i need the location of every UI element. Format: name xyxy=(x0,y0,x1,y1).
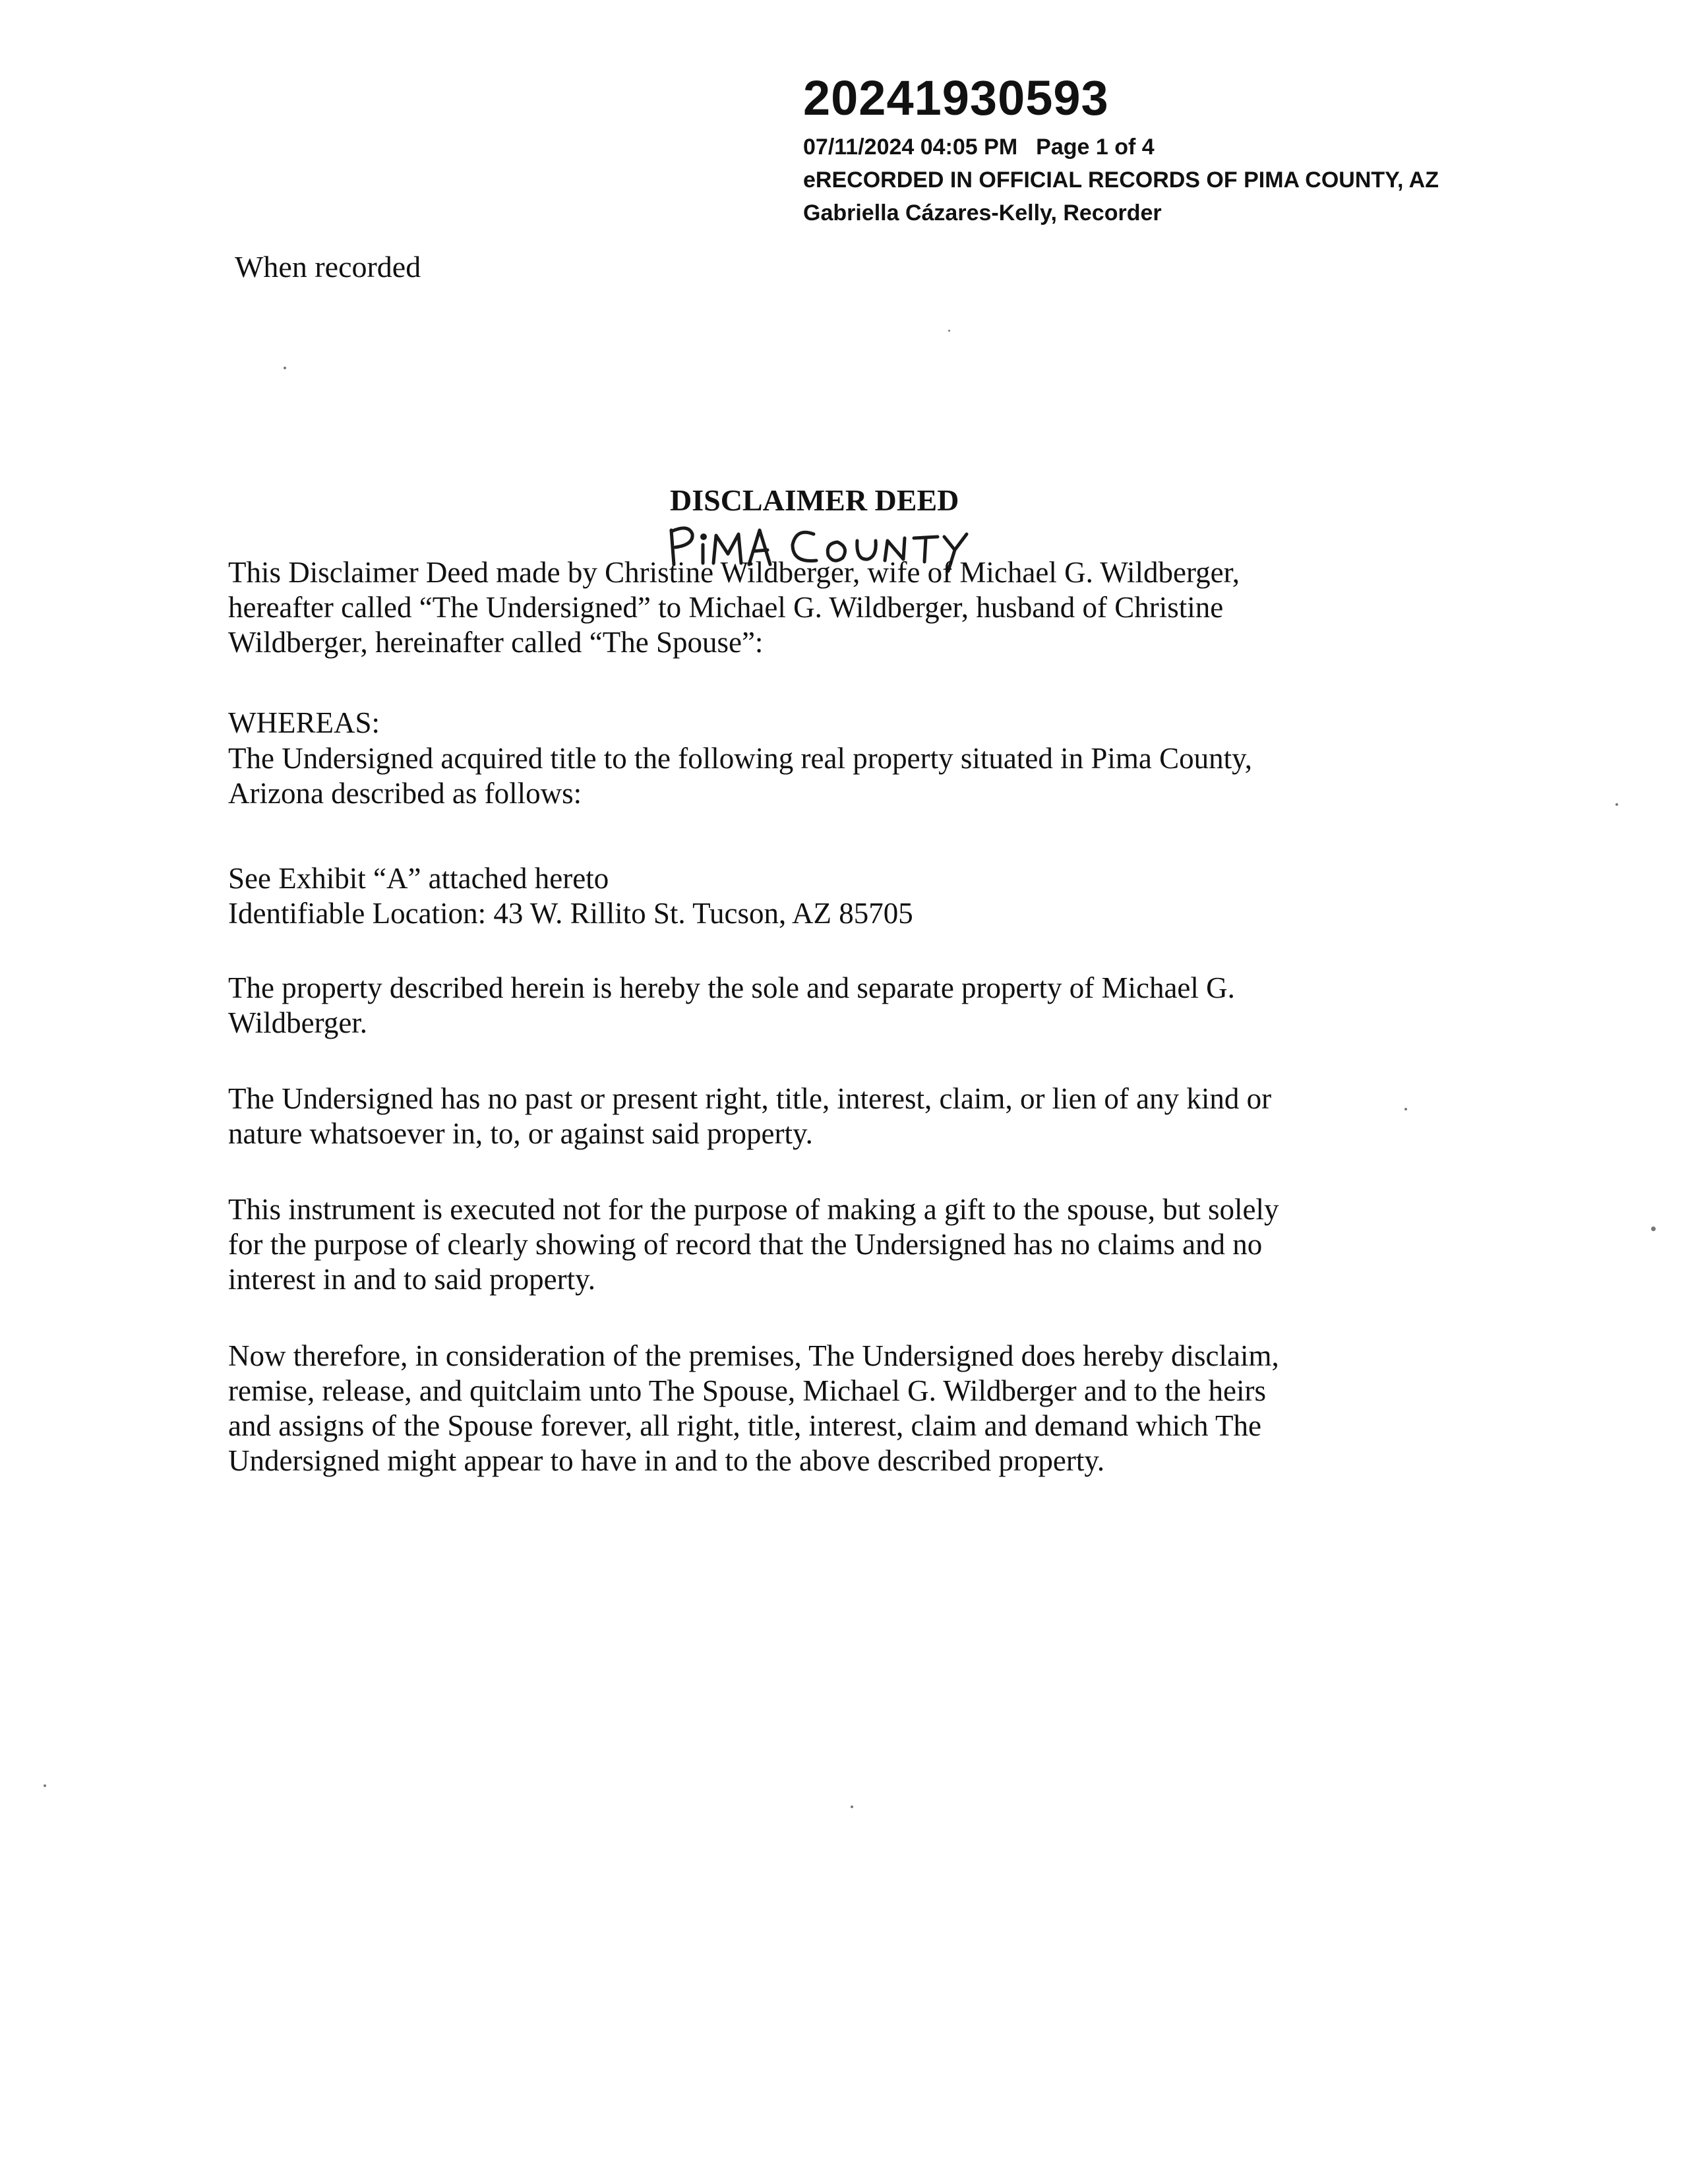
instrument-line: interest in and to said property. xyxy=(228,1263,595,1296)
acquired-line: The Undersigned acquired title to the following real property situated in Pima County, xyxy=(228,742,1252,775)
scan-speck xyxy=(1404,1108,1407,1110)
sole-property-line: The property described herein is hereby the sole and separate property of Michael G. xyxy=(228,971,1235,1004)
instrument-paragraph xyxy=(228,1192,1428,1297)
sole-property-line: Wildberger. xyxy=(228,1006,368,1039)
recording-datetime-line xyxy=(803,131,1439,164)
whereas-heading xyxy=(228,706,1428,741)
intro-paragraph xyxy=(228,555,1428,660)
recording-datetime: 07/11/2024 04:05 PM xyxy=(803,134,1018,160)
no-right-line: The Undersigned has no past or present right, title, interest, claim, or lien of any kind or xyxy=(228,1082,1272,1115)
scan-speck xyxy=(44,1784,46,1787)
intro-line: This Disclaimer Deed made by Christine Wildberger, wife of Michael G. Wildberger, xyxy=(228,556,1240,589)
scan-speck xyxy=(1651,1227,1656,1231)
instrument-line: This instrument is executed not for the purpose of making a gift to the spouse, but solely xyxy=(228,1193,1279,1226)
no-right-line: nature whatsoever in, to, or against said property. xyxy=(228,1117,813,1150)
recorder-name-line: Gabriella Cázares-Kelly, Recorder xyxy=(803,200,1162,226)
acquired-line: Arizona described as follows: xyxy=(228,777,582,810)
intro-line: Wildberger, hereinafter called “The Spouse”: xyxy=(228,626,764,659)
sole-property-paragraph xyxy=(228,971,1428,1041)
now-therefore-line: remise, release, and quitclaim unto The Spouse, Michael G. Wildberger and to the heirs xyxy=(228,1374,1267,1407)
deed-title: DISCLAIMER DEED xyxy=(670,483,959,517)
scan-speck xyxy=(1615,803,1618,806)
recording-stamp xyxy=(803,73,1439,229)
when-recorded-label: When recorded xyxy=(235,250,421,284)
whereas-text: WHEREAS: xyxy=(228,706,380,739)
now-therefore-line: Undersigned might appear to have in and to the above described property. xyxy=(228,1444,1105,1477)
recorded-official-line: eRECORDED IN OFFICIAL RECORDS OF PIMA COUNTY, AZ xyxy=(803,167,1439,193)
scan-speck xyxy=(851,1805,853,1808)
now-therefore-line: and assigns of the Spouse forever, all right, title, interest, claim and demand which The xyxy=(228,1409,1261,1442)
instrument-line: for the purpose of clearly showing of record that the Undersigned has no claims and no xyxy=(228,1228,1263,1261)
now-therefore-line: Now therefore, in consideration of the premises, The Undersigned does hereby disclaim, xyxy=(228,1339,1279,1372)
no-right-paragraph xyxy=(228,1081,1428,1151)
exhibit-reference: See Exhibit “A” attached hereto xyxy=(228,862,609,895)
scan-speck xyxy=(284,367,286,369)
document-number: 20241930593 xyxy=(803,71,1109,125)
page-info: Page 1 of 4 xyxy=(1036,134,1155,160)
now-therefore-paragraph xyxy=(228,1339,1428,1478)
exhibit-paragraph xyxy=(228,861,1428,931)
identifiable-location: Identifiable Location: 43 W. Rillito St. Tucson, AZ 85705 xyxy=(228,897,913,930)
scan-speck xyxy=(948,330,950,332)
intro-line: hereafter called “The Undersigned” to Michael G. Wildberger, husband of Christine xyxy=(228,591,1224,624)
acquired-paragraph xyxy=(228,741,1428,811)
